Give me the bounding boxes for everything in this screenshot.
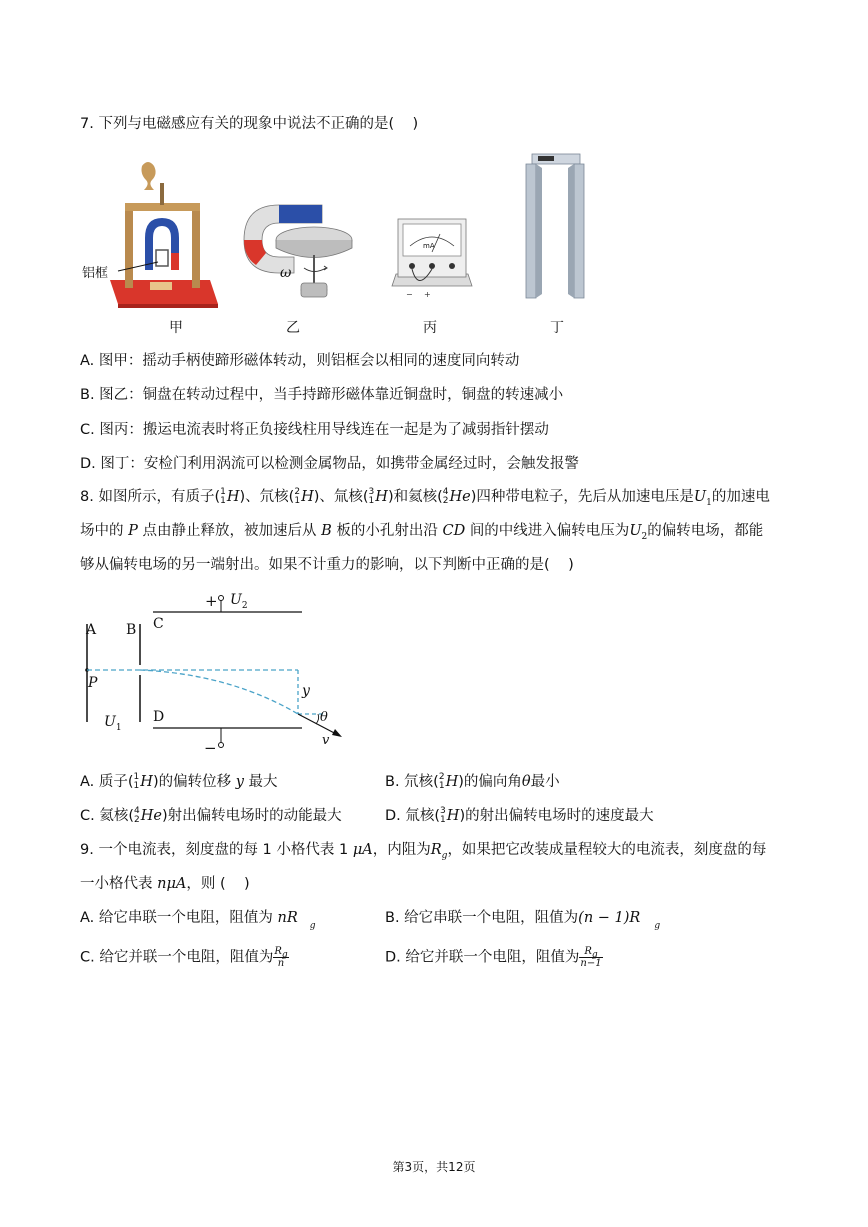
q8-line3: 够从偏转电场的另一端射出。如果不计重力的影响，以下判断中正确的是( ) <box>80 557 574 573</box>
caption-ding: 丁 <box>550 320 564 336</box>
jia-left-post <box>125 208 133 288</box>
figure-ding <box>518 150 588 300</box>
caption-bing: 丙 <box>423 320 437 336</box>
q8-line1: 8. 如图所示，有质子( 1 1 H)、氘核( 2 1 H)、氚核( 3 1 H)和氦核( 4 2 He)四种带电粒子，先后从加速电压是$U_1$的加速电 <box>80 487 770 508</box>
label-lvkuang: 铝框 <box>82 266 109 281</box>
q9-option-c: C. 给它并联一个电阻，阻值为 $\frac{R_g}{n}$ <box>80 946 288 969</box>
q7-option-a: A. 图甲：摇动手柄使蹄形磁体转动，则铝框会以相同的速度同向转动 <box>80 353 520 369</box>
caption-yi: 乙 <box>286 320 300 336</box>
q9-line1: 9. 一个电流表，刻度盘的每 1 小格代表 1 μA，内阻为$R_g$，如果把它改装成量程较大的电流表，刻度盘的每 <box>80 842 767 861</box>
caption-jia: 甲 <box>169 320 183 336</box>
label-u2: $U_2$ <box>230 592 248 611</box>
label-u1: $U_1$ <box>104 714 122 733</box>
q8-option-a: A. 质子( 1 1 H)的偏转位移 y 最大 <box>80 772 278 791</box>
jia-handle <box>142 162 156 190</box>
q7-option-d: D. 图丁：安检门利用涡流可以检测金属物品，如携带金属经过时，会触发报警 <box>80 456 579 472</box>
label-v: v <box>322 733 330 748</box>
label-d: D <box>153 709 165 725</box>
ding-left-pillar <box>526 164 536 298</box>
label-p: P <box>88 675 98 691</box>
q9-option-d: D. 给它并联一个电阻，阻值为 $\frac{R_g}{n-1}$ <box>385 946 602 969</box>
label-c: C <box>153 616 164 632</box>
label-a: A <box>86 622 97 638</box>
figure-jia <box>80 158 225 308</box>
q9-option-a: A. 给它串联一个电阻，阻值为 nR $_g$ <box>80 910 316 931</box>
trajectory <box>140 670 298 714</box>
q9-line2: 一小格代表 nμA，则 ( ) <box>80 876 250 892</box>
label-minus: − <box>204 739 217 757</box>
jia-right-post <box>192 208 200 288</box>
svg-text:+: + <box>424 290 431 299</box>
label-plus: + <box>205 592 218 610</box>
q8-line2: 场中的 P 点由静止释放，被加速后从 B 板的小孔射出沿 CD 间的中线进入偏转电压为$U_2$的偏转电场，都能 <box>80 523 764 542</box>
q8-option-c: C. 氦核( 4 2 He)射出偏转电场时的动能最大 <box>80 806 342 825</box>
page-footer: 第3页，共12页 <box>392 1160 476 1174</box>
q8-option-b: B. 氘核( 2 1 H)的偏向角θ最小 <box>385 772 560 791</box>
figure-yi <box>234 195 359 310</box>
label-theta: θ <box>320 710 328 725</box>
figure-bing <box>388 214 476 304</box>
svg-text:−: − <box>406 290 413 299</box>
q7-stem: 7. 下列与电磁感应有关的现象中说法不正确的是( ) <box>80 116 419 132</box>
q7-option-b: B. 图乙：铜盘在转动过程中，当手持蹄形磁体靠近铜盘时，铜盘的转速减小 <box>80 387 564 403</box>
label-y: y <box>302 683 310 699</box>
q9-option-b: B. 给它串联一个电阻，阻值为(n − 1)R $_g$ <box>385 910 661 931</box>
label-mA: mA <box>423 242 435 250</box>
q8-option-d: D. 氚核( 3 1 H)的射出偏转电场时的速度最大 <box>385 806 654 825</box>
q7-option-c: C. 图丙：搬运电流表时将正负接线柱用导线连在一起是为了减弱指针摆动 <box>80 422 549 438</box>
jia-aluminum-frame <box>156 250 168 266</box>
ding-right-pillar <box>574 164 584 298</box>
label-omega: ω <box>280 265 292 281</box>
label-b: B <box>126 622 137 638</box>
